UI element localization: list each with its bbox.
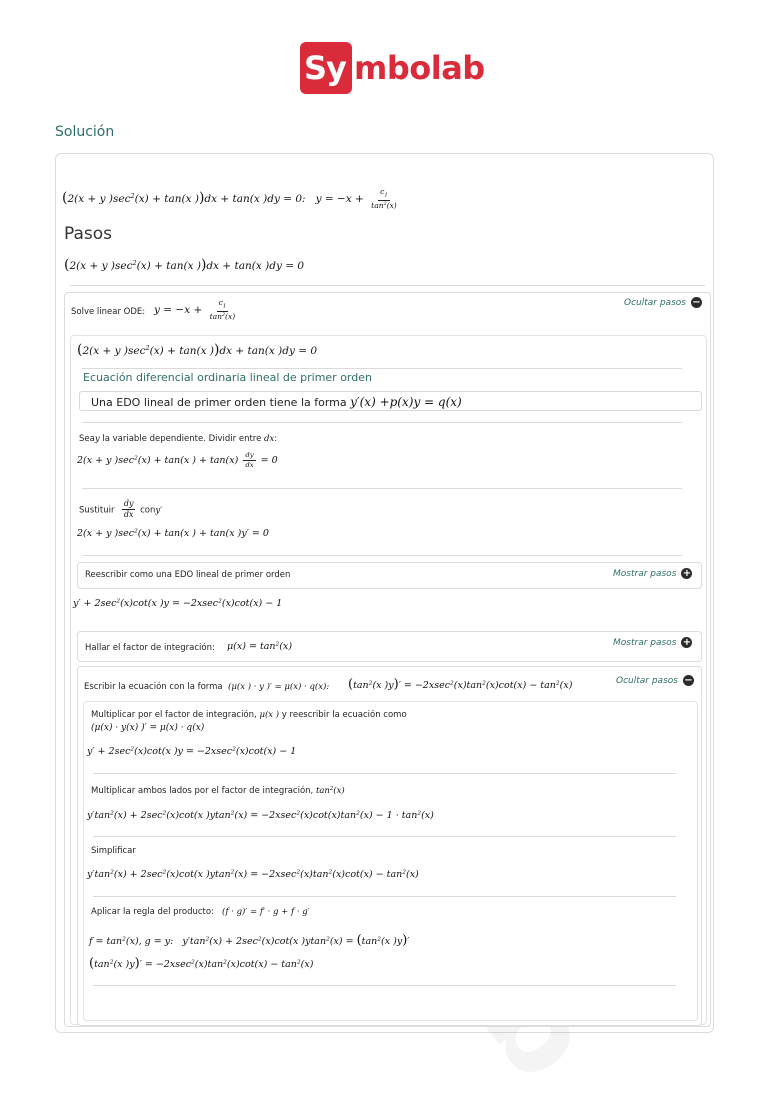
show-steps-label: Mostrar pasos — [613, 637, 677, 648]
multiply-both-text: Multiplicar ambos lados por el factor de integración, $\tan^2(x)$ — [91, 785, 345, 796]
rule-text: Una EDO lineal de primer orden tiene la forma — [91, 396, 347, 409]
divider — [70, 285, 705, 286]
sea-text: Seay la variable dependiente. Dividir entre dx: — [79, 434, 278, 444]
divider — [93, 773, 676, 774]
product-rule-result: ($\tan^2(x$ )$y)' = -2xsec^2(x)\tan^2(x)\cot(x) - \tan^2(x)$ — [89, 956, 314, 971]
logo-box: Sy — [300, 42, 352, 94]
solve-result: y = −x + $\frac{c_1}{\tan^2(x)}$ — [154, 298, 236, 322]
rewrite-text: Reescribir como una EDO lineal de primer orden — [85, 570, 291, 580]
rule-box: Una EDO lineal de primer orden tiene la forma y′(x) +p(x)y = q(x) — [79, 391, 702, 411]
multiply-equation: $y' + 2\sec^2(x)\cot(x$ )y = −2xsec$^2$(x)cot(x) − 1 — [87, 746, 297, 757]
divider — [93, 896, 676, 897]
divider — [82, 555, 682, 556]
show-steps-button[interactable] — [613, 637, 692, 648]
substitute-text: Sustituir $\frac{dy}{dx}$ cony′ — [79, 499, 163, 520]
divider — [82, 488, 682, 489]
solution-statement: (2(x + y )$\sec^2(x) + \tan(x$ ))dx + tan(x )dy = 0: y = −x + $\frac{c_1}{\tan^2(x)}$ — [62, 187, 397, 211]
integrating-factor: $\mu(x) = \tan^2(x)$ — [227, 641, 293, 652]
plus-circle-icon: + — [682, 568, 692, 579]
solve-label: Solve linear ODE: — [71, 307, 146, 317]
hide-steps-label: Ocultar pasos — [616, 675, 678, 686]
hide-steps-label: Ocultar pasos — [624, 297, 686, 308]
product-rule-substitution: $f = \tan^2(x)$, g = y: $y'\tan^2(x) + 2\sec^2(x)\cot(x$ )$ytan^2(x) = (\tan^2(x$ )y)′ — [89, 933, 410, 948]
multiply-form: (μ(x) · y(x) )′ = μ(x) · q(x) — [91, 723, 205, 733]
simplify-text: Simplificar — [91, 846, 136, 856]
hide-steps-button[interactable] — [616, 675, 694, 686]
write-form-result: ($\tan^2(x$ )$y)' = -2xsec^2(x)\tan^2(x)\cot(x) - \tan^2(x)$ — [348, 677, 573, 692]
product-rule-text: Aplicar la regla del producto: (f · g)′ = f′ · g + f · g′ — [91, 907, 310, 917]
minus-circle-icon: − — [684, 675, 693, 686]
divider — [93, 836, 676, 837]
divider — [82, 422, 682, 423]
divider — [82, 368, 682, 369]
solution-label: Solución — [55, 124, 115, 140]
write-form-text: Escribir la ecuación con la forma (μ(x ) · y )′ = μ(x) · q(x): — [84, 682, 330, 692]
ode-title: Ecuación diferencial ordinaria lineal de primer orden — [83, 371, 372, 384]
simplified-equation: $y'\tan^2(x) + 2\sec^2(x)\cot(x$ )$ytan^2(x) = -2xsec^2(x)\tan^2(x)\cot(x) - \tan^2(x)$ — [87, 869, 419, 880]
symbolab-logo[interactable] — [300, 42, 485, 94]
steps-heading: Pasos — [64, 224, 113, 244]
show-steps-button[interactable] — [613, 568, 692, 579]
multiply-both-equation: $y'\tan^2(x) + 2\sec^2(x)\cot(x$ )$ytan^2(x) = -2xsec^2(x)\cot(x)\tan^2(x) - 1 \cdot \tan^2(x)$ — [87, 810, 434, 821]
plus-circle-icon: + — [682, 637, 692, 648]
rewritten-equation: $y' + 2\sec^2(x)\cot(x$ )y = −2xsec$^2$(x)cot(x) − 1 — [73, 598, 283, 609]
hide-steps-button[interactable] — [624, 297, 702, 308]
show-steps-label: Mostrar pasos — [613, 568, 677, 579]
divider — [93, 985, 676, 986]
inner-equation: (2(x + y )$\sec^2(x) + \tan(x$ ))dx + tan(x )dy = 0 — [77, 342, 318, 358]
integrating-factor-text: Hallar el factor de integración: — [85, 643, 215, 653]
logo-text: mbolab — [354, 49, 485, 87]
divided-equation: 2(x + y )$\sec^2(x) + \tan(x$ ) + tan(x) $\frac{dy}{dx}$ = 0 — [77, 451, 278, 470]
multiply-text: Multiplicar por el factor de integración, μ(x ) y reescribir la ecuación como — [91, 710, 407, 720]
minus-circle-icon: − — [692, 297, 701, 308]
problem-equation: (2(x + y )$\sec^2(x) + \tan(x$ ))dx + tan(x )dy = 0 — [64, 257, 305, 273]
substituted-equation: 2(x + y )$\sec^2(x) + \tan(x$ ) + tan(x )y′ = 0 — [77, 528, 269, 539]
